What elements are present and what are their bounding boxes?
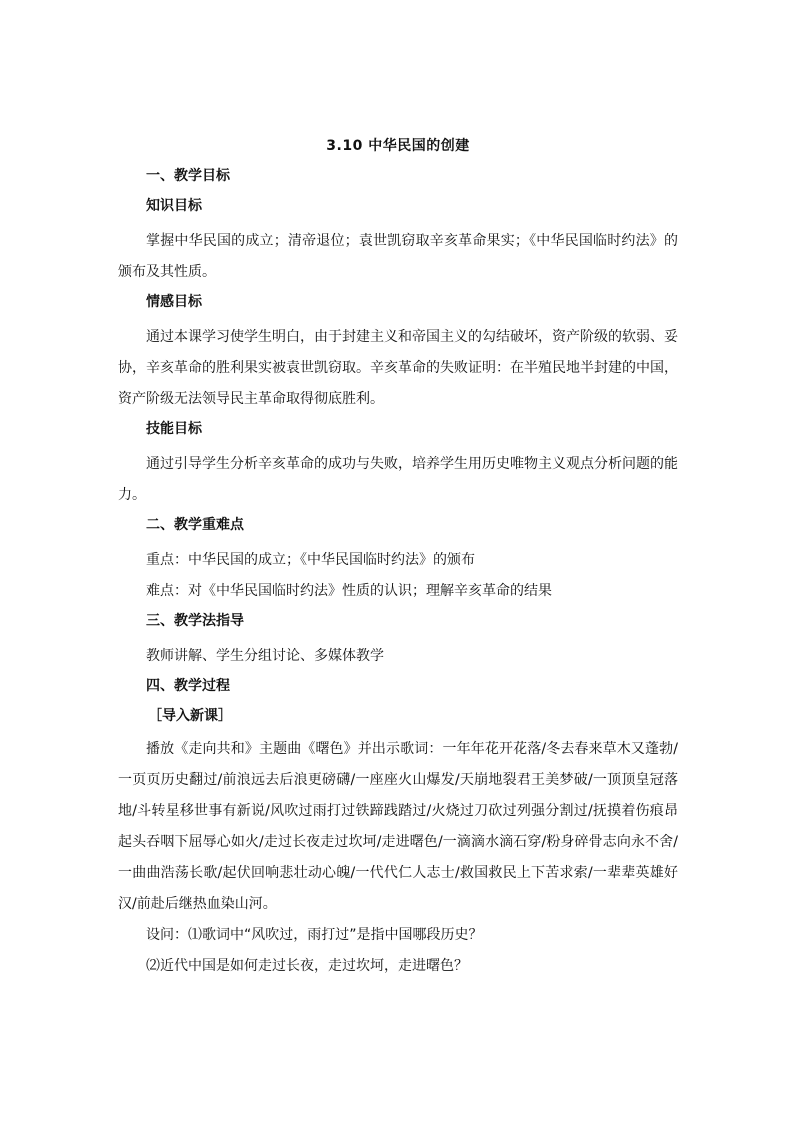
subheading-skill-goals: 技能目标 bbox=[146, 421, 202, 437]
document-title: 3.10 中华民国的创建 bbox=[326, 138, 470, 154]
paragraph-emotion-goals: 通过本课学习使学生明白，由于封建主义和帝国主义的勾结破坏，资产阶级的软弱、妥协，辛亥革命的胜利果实被袁世凯窃取。辛亥革命的失败证明：在半殖民地半封建的中国，资产阶级无法领导民主革命取得彻底胜利。 bbox=[118, 329, 678, 407]
key-point-line: 重点：中华民国的成立；《中华民国临时约法》的颁布 bbox=[146, 552, 475, 568]
question-1: 设问：⑴歌词中“风吹过，雨打过”是指中国哪段历史？ bbox=[146, 927, 483, 943]
section-heading-teaching-goals: 一、教学目标 bbox=[146, 168, 230, 184]
question-2: ⑵近代中国是如何走过长夜，走过坎坷，走进曙色？ bbox=[146, 958, 468, 974]
section-heading-teaching-method: 三、教学法指导 bbox=[146, 613, 244, 629]
paragraph-knowledge-goals: 掌握中华民国的成立；清帝退位；袁世凯窃取辛亥革命果实；《中华民国临时约法》的颁布及其性质。 bbox=[118, 233, 678, 280]
section-heading-key-difficult-points: 二、教学重难点 bbox=[146, 517, 244, 533]
paragraph-skill-goals: 通过引导学生分析辛亥革命的成功与失败，培养学生用历史唯物主义观点分析问题的能力。 bbox=[118, 456, 678, 503]
document-body bbox=[118, 136, 678, 982]
paragraph-introduction-lyrics: 播放《走向共和》主题曲《曙色》并出示歌词：一年年花开花落/冬去春来草木又蓬勃/一页页历史翻过/前浪远去后浪更磅礴/一座座火山爆发/天崩地裂君王美梦破/一顶顶皇冠落地/斗转星移世事有新说/风吹过雨打过铁蹄践踏过/火烧过刀砍过列强分割过/抚摸着伤痕昂起头吞咽下屈辱心如火/走过长夜走过坎坷/走进曙色/一滴滴水滴石穿/粉身碎骨志向永不舍/一曲曲浩荡长歌/起伏回响悲壮动心魄/一代代仁人志士/救国救民上下苦求索/一辈辈英雄好汉/前赴后继热血染山河。 bbox=[118, 741, 678, 912]
subheading-emotion-goals: 情感目标 bbox=[146, 294, 202, 310]
section-heading-teaching-process: 四、教学过程 bbox=[146, 678, 230, 694]
subheading-introduction: ［导入新课］ bbox=[148, 708, 232, 724]
subheading-knowledge-goals: 知识目标 bbox=[146, 198, 202, 214]
teaching-method-line: 教师讲解、学生分组讨论、多媒体教学 bbox=[146, 648, 384, 664]
difficult-point-line: 难点：对《中华民国临时约法》性质的认识；理解辛亥革命的结果 bbox=[146, 583, 552, 599]
